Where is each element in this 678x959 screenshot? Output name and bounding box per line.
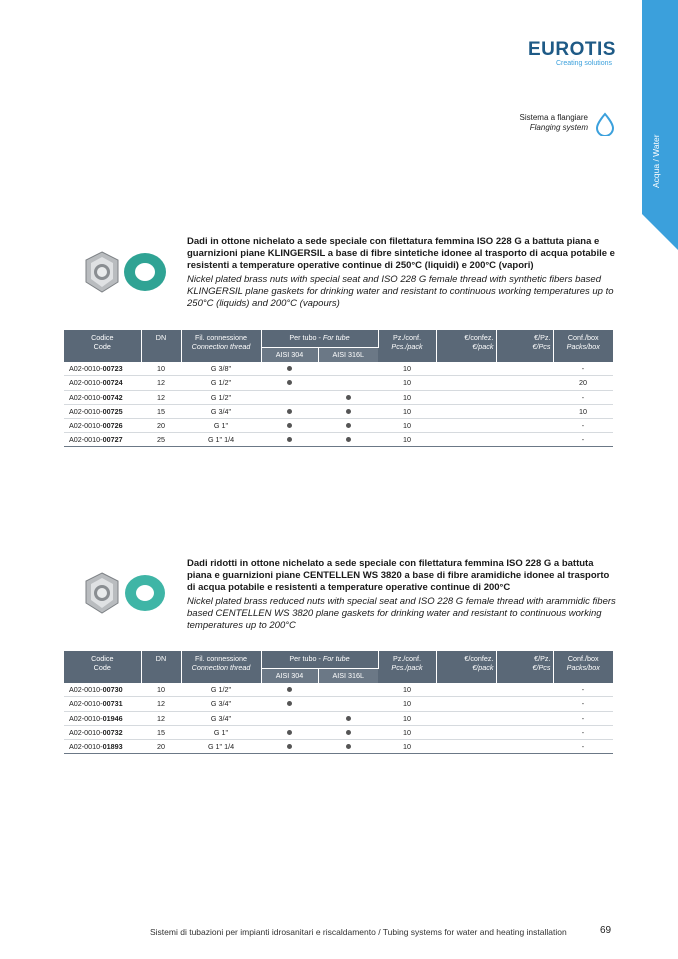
header-aisi304: AISI 304 (261, 347, 318, 362)
header-box-en: Packs/box (566, 662, 600, 672)
header-aisi316: AISI 316L (318, 668, 378, 683)
header-price-it: €/Pz. (534, 333, 551, 342)
dn-cell: 25 (141, 433, 181, 447)
box-cell: - (553, 362, 613, 376)
aisi316-cell (318, 362, 378, 376)
availability-dot-icon (287, 437, 292, 442)
product-code-suffix: 00725 (102, 406, 123, 416)
pcs-cell: 10 (378, 418, 436, 432)
product-code-prefix: A02-0010- (69, 406, 103, 416)
thread-cell: G 3/4" (181, 697, 261, 711)
product-code-suffix: 00724 (102, 378, 123, 388)
availability-dot-icon (346, 730, 351, 735)
pcs-cell: 10 (378, 376, 436, 390)
product-code-prefix: A02-0010- (69, 742, 103, 752)
aisi316-cell (318, 390, 378, 404)
thread-cell: G 1" 1/4 (181, 433, 261, 447)
header-pack (436, 651, 496, 683)
aisi304-cell (261, 362, 318, 376)
pack-price-cell (436, 390, 496, 404)
aisi316-cell (318, 404, 378, 418)
header-code-en: Code (93, 662, 111, 672)
product-code (64, 697, 141, 711)
header-code-en: Code (93, 341, 111, 351)
box-cell: 10 (553, 404, 613, 418)
aisi316-cell (318, 697, 378, 711)
product-code (64, 404, 141, 418)
header-box-en: Packs/box (566, 341, 600, 351)
system-label (520, 113, 588, 133)
availability-dot-icon (287, 366, 292, 371)
pcs-cell: 10 (378, 362, 436, 376)
product-1-table (64, 330, 613, 447)
header-tube-en: For tube (322, 333, 350, 342)
unit-price-cell (496, 418, 553, 432)
dn-cell: 12 (141, 711, 181, 725)
availability-dot-icon (287, 744, 292, 749)
pack-price-cell (436, 697, 496, 711)
box-cell: 20 (553, 376, 613, 390)
product-code-prefix: A02-0010- (69, 435, 103, 445)
system-label-en: Flanging system (529, 123, 588, 132)
box-cell: - (553, 697, 613, 711)
header-pcs-en: Pcs./pack (391, 662, 423, 672)
dn-cell: 10 (141, 683, 181, 697)
availability-dot-icon (346, 744, 351, 749)
product-code (64, 433, 141, 447)
side-tab-label: Acqua / Water (651, 134, 661, 188)
product-1-description (187, 236, 617, 310)
brand-logo (528, 40, 618, 67)
pcs-cell: 10 (378, 390, 436, 404)
product-2-description (187, 558, 617, 632)
table-row (64, 362, 613, 376)
aisi316-cell (318, 433, 378, 447)
product-code-prefix: A02-0010- (69, 699, 103, 709)
aisi304-cell (261, 739, 318, 753)
header-aisi316: AISI 316L (318, 347, 378, 362)
availability-dot-icon (346, 716, 351, 721)
unit-price-cell (496, 725, 553, 739)
product-code (64, 418, 141, 432)
pack-price-cell (436, 725, 496, 739)
header-aisi304: AISI 304 (261, 668, 318, 683)
product-1-title-it: Dadi in ottone nichelato a sede speciale con filettatura femmina ISO 228 G a battuta piana e guarnizioni piane KLINGERSIL a base di fibre sintetiche idonee al trasporto di acqua potabile e resistenti a temperature operative continue di 250°C (liquidi) e 200°C (vapori) (187, 236, 615, 272)
aisi304-cell (261, 711, 318, 725)
aisi304-cell (261, 433, 318, 447)
availability-dot-icon (346, 395, 351, 400)
aisi316-cell (318, 376, 378, 390)
table-row (64, 390, 613, 404)
header-tube-it: Per tubo - (289, 333, 323, 342)
pack-price-cell (436, 433, 496, 447)
product-code-suffix: 01893 (102, 742, 123, 752)
box-cell: - (553, 725, 613, 739)
pcs-cell: 10 (378, 725, 436, 739)
aisi304-cell (261, 725, 318, 739)
thread-cell: G 3/4" (181, 711, 261, 725)
header-box-it: Conf./box (567, 654, 599, 663)
table-row (64, 683, 613, 697)
pack-price-cell (436, 376, 496, 390)
water-drop-icon (595, 112, 615, 141)
product-code (64, 362, 141, 376)
product-code-prefix: A02-0010- (69, 713, 103, 723)
aisi316-cell (318, 739, 378, 753)
header-code (64, 651, 141, 683)
pack-price-cell (436, 362, 496, 376)
header-tube (261, 651, 378, 668)
box-cell: - (553, 390, 613, 404)
product-image-reduced-nut-gasket (80, 569, 170, 622)
dn-cell: 20 (141, 418, 181, 432)
header-tube-it: Per tubo - (289, 654, 323, 663)
header-code-it: Codice (91, 654, 114, 663)
pcs-cell: 10 (378, 683, 436, 697)
product-code-suffix: 01946 (102, 713, 123, 723)
header-dn: DN (141, 330, 181, 362)
product-code-prefix: A02-0010- (69, 392, 103, 402)
dn-cell: 10 (141, 362, 181, 376)
header-thread-it: Fil. connessione (195, 654, 247, 663)
aisi316-cell (318, 711, 378, 725)
thread-cell: G 1" (181, 725, 261, 739)
product-2-title-it: Dadi ridotti in ottone nichelato a sede speciale con filettatura femmina ISO 228 G a battuta piana e guarnizioni piane CENTELLEN WS 3820 a base di fibre aramidiche idonee al trasporto di acqua potabile e resistenti a temperature operative continue di 200°C (187, 558, 610, 594)
dn-cell: 15 (141, 725, 181, 739)
unit-price-cell (496, 683, 553, 697)
pack-price-cell (436, 404, 496, 418)
header-pack-it: €/confez. (464, 654, 494, 663)
header-thread-en: Connection thread (191, 341, 251, 351)
brand-name: EUROTIS (528, 39, 616, 60)
table-row (64, 376, 613, 390)
header-pack-it: €/confez. (464, 333, 494, 342)
dn-cell: 12 (141, 376, 181, 390)
pcs-cell: 10 (378, 711, 436, 725)
box-cell: - (553, 683, 613, 697)
unit-price-cell (496, 390, 553, 404)
table-row (64, 404, 613, 418)
availability-dot-icon (346, 423, 351, 428)
product-code (64, 739, 141, 753)
pcs-cell: 10 (378, 404, 436, 418)
box-cell: - (553, 433, 613, 447)
header-thread-en: Connection thread (191, 662, 251, 672)
product-code-suffix: 00730 (102, 685, 123, 695)
table-row (64, 697, 613, 711)
aisi316-cell (318, 418, 378, 432)
product-code (64, 725, 141, 739)
aisi304-cell (261, 404, 318, 418)
header-box (553, 651, 613, 683)
pack-price-cell (436, 418, 496, 432)
aisi316-cell (318, 725, 378, 739)
aisi304-cell (261, 390, 318, 404)
thread-cell: G 3/8" (181, 362, 261, 376)
dn-cell: 15 (141, 404, 181, 418)
availability-dot-icon (287, 380, 292, 385)
unit-price-cell (496, 362, 553, 376)
availability-dot-icon (287, 687, 292, 692)
dn-cell: 12 (141, 390, 181, 404)
unit-price-cell (496, 711, 553, 725)
header-thread-it: Fil. connessione (195, 333, 247, 342)
header-price-it: €/Pz. (534, 654, 551, 663)
thread-cell: G 1/2" (181, 683, 261, 697)
availability-dot-icon (287, 701, 292, 706)
availability-dot-icon (287, 423, 292, 428)
product-code-suffix: 00727 (102, 435, 123, 445)
header-thread (181, 330, 261, 362)
pack-price-cell (436, 683, 496, 697)
product-code-prefix: A02-0010- (69, 727, 103, 737)
box-cell: - (553, 418, 613, 432)
table-row (64, 725, 613, 739)
table-row (64, 418, 613, 432)
header-thread (181, 651, 261, 683)
header-price-en: €/Pcs (532, 341, 551, 351)
header-pcs (378, 330, 436, 362)
header-pack-en: €/pack (472, 662, 494, 672)
unit-price-cell (496, 697, 553, 711)
product-code-prefix: A02-0010- (69, 685, 103, 695)
table-row (64, 433, 613, 447)
product-code-suffix: 00731 (102, 699, 123, 709)
pcs-cell: 10 (378, 697, 436, 711)
unit-price-cell (496, 433, 553, 447)
product-code-prefix: A02-0010- (69, 421, 103, 431)
header-code-it: Codice (91, 333, 114, 342)
header-price (496, 330, 553, 362)
header-pack (436, 330, 496, 362)
product-code (64, 711, 141, 725)
header-price-en: €/Pcs (532, 662, 551, 672)
header-tube (261, 330, 378, 347)
product-code-suffix: 00732 (102, 727, 123, 737)
header-pcs (378, 651, 436, 683)
availability-dot-icon (287, 409, 292, 414)
dn-cell: 12 (141, 697, 181, 711)
header-pack-en: €/pack (472, 341, 494, 351)
aisi304-cell (261, 376, 318, 390)
product-code (64, 376, 141, 390)
product-code-prefix: A02-0010- (69, 378, 103, 388)
product-code (64, 683, 141, 697)
page-number: 69 (600, 925, 612, 936)
thread-cell: G 3/4" (181, 404, 261, 418)
thread-cell: G 1" 1/4 (181, 739, 261, 753)
aisi304-cell (261, 418, 318, 432)
aisi304-cell (261, 683, 318, 697)
unit-price-cell (496, 404, 553, 418)
product-code-suffix: 00723 (102, 364, 123, 374)
product-code-suffix: 00726 (102, 421, 123, 431)
pack-price-cell (436, 711, 496, 725)
product-code (64, 390, 141, 404)
thread-cell: G 1/2" (181, 390, 261, 404)
product-1-title-en: Nickel plated brass nuts with special seat and ISO 228 G female thread with synthetic fibers based KLINGERSIL plane gaskets for drinking water and resistant to continuous working temperatures up to 250°C (liquids) and 200°C (vapours) (187, 273, 614, 310)
pcs-cell: 10 (378, 739, 436, 753)
footer-text: Sistemi di tubazioni per impianti idrosanitari e riscaldamento / Tubing systems for water and heating installation (150, 927, 567, 937)
system-label-it: Sistema a flangiare (519, 113, 588, 122)
product-image-nut-gasket (80, 248, 170, 301)
brand-tagline: Creating solutions (555, 60, 612, 67)
availability-dot-icon (346, 409, 351, 414)
product-code-prefix: A02-0010- (69, 364, 103, 374)
table-row (64, 711, 613, 725)
header-pcs-en: Pcs./pack (391, 341, 423, 351)
aisi304-cell (261, 697, 318, 711)
unit-price-cell (496, 376, 553, 390)
thread-cell: G 1" (181, 418, 261, 432)
pack-price-cell (436, 739, 496, 753)
product-2-title-en: Nickel plated brass reduced nuts with special seat and ISO 228 G female thread with arammidic fibers based CENTELLEN WS 3820 plane gaskets for drinking water and resistant to continuous working temperatures up to 200°C (187, 595, 616, 632)
box-cell: - (553, 711, 613, 725)
header-box-it: Conf./box (567, 333, 599, 342)
aisi316-cell (318, 683, 378, 697)
availability-dot-icon (287, 730, 292, 735)
box-cell: - (553, 739, 613, 753)
pcs-cell: 10 (378, 433, 436, 447)
header-code (64, 330, 141, 362)
header-pcs-it: Pz./conf. (393, 654, 421, 663)
header-box (553, 330, 613, 362)
availability-dot-icon (346, 437, 351, 442)
header-dn: DN (141, 651, 181, 683)
product-2-table (64, 651, 613, 754)
table-row (64, 739, 613, 753)
dn-cell: 20 (141, 739, 181, 753)
header-price (496, 651, 553, 683)
unit-price-cell (496, 739, 553, 753)
thread-cell: G 1/2" (181, 376, 261, 390)
header-pcs-it: Pz./conf. (393, 333, 421, 342)
product-code-suffix: 00742 (102, 392, 123, 402)
header-tube-en: For tube (322, 654, 350, 663)
side-tab (642, 0, 678, 250)
